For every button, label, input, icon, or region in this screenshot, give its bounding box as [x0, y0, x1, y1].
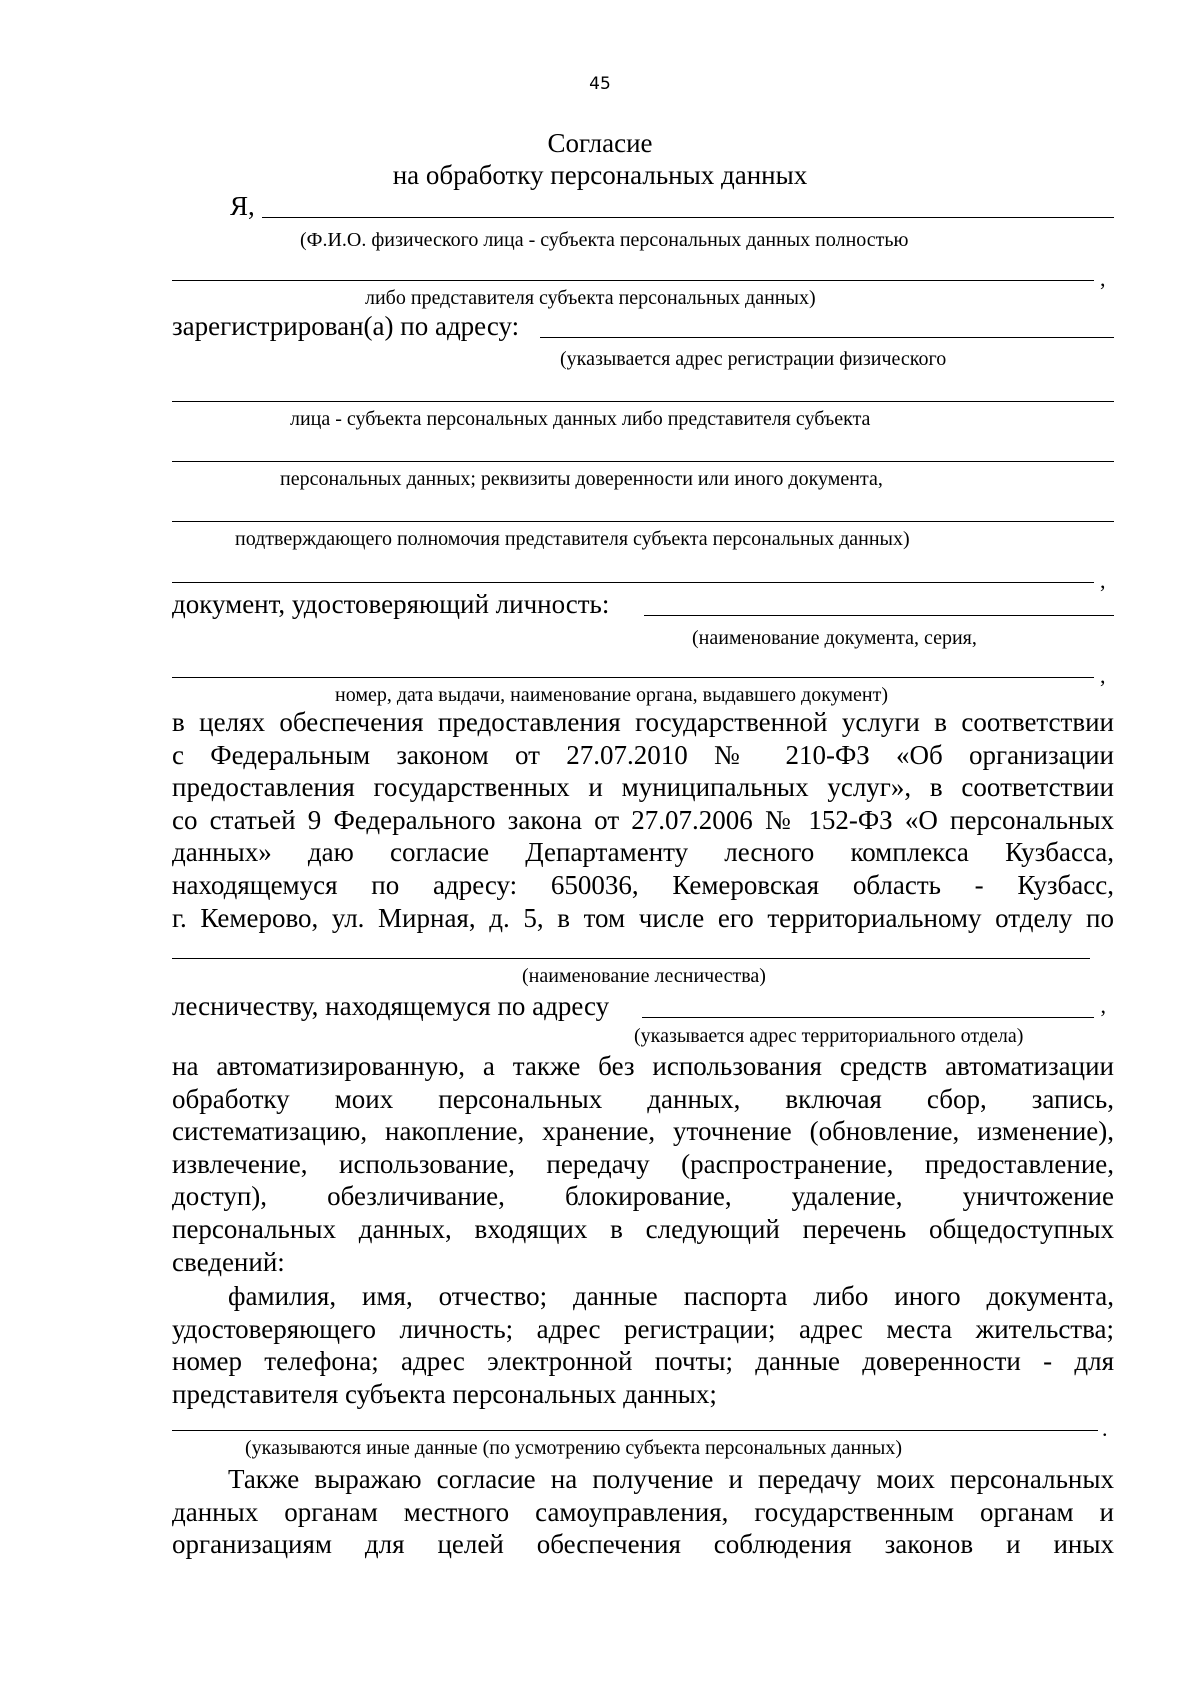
document-row [172, 588, 1114, 620]
text-line: удостоверяющего личность; адрес регистрации; адрес места жительства; [172, 1313, 1114, 1344]
caption-fio: (Ф.И.О. физического лица - субъекта персональных данных полностью [300, 229, 909, 251]
text-line: находящемуся по адресу: 650036, Кемеровская область - Кузбасс, [172, 869, 1114, 900]
text-line: г. Кемерово, ул. Мирная, д. 5, в том числе его территориальному отделу по [172, 902, 1114, 933]
registered-row [172, 310, 1114, 342]
caption-territorial: (указывается адрес территориального отдела) [634, 1025, 1024, 1047]
processing-paragraph [172, 1050, 1114, 1278]
text-line: доступ), обезличивание, блокирование, удаление, уничтожение [172, 1181, 1114, 1212]
forestry-label: лесничеству, находящемуся по адресу [172, 991, 610, 1021]
text-line: персональных данных, входящих в следующий перечень общедоступных [172, 1213, 1114, 1244]
registered-address-field[interactable] [540, 337, 1114, 338]
document-title: Согласие [547, 128, 653, 158]
text-line: с Федеральным законом от 27.07.2010 № 210-ФЗ «Об организации [172, 739, 1114, 770]
forestry-row [172, 990, 1114, 1022]
document-label: документ, удостоверяющий личность: [172, 589, 610, 619]
address-line-2[interactable] [172, 401, 1114, 402]
caption-forestry: (наименование лесничества) [522, 965, 766, 987]
other-data-field[interactable] [172, 1430, 1098, 1431]
text-line: предоставления государственных и муниципальных услуг», в соответствии [172, 772, 1114, 803]
address-line-5[interactable] [172, 582, 1094, 583]
caption-other: (указываются иные данные (по усмотрению субъекта персональных данных) [245, 1437, 902, 1459]
address-line-4[interactable] [172, 521, 1114, 522]
text-line: на автоматизированную, а также без использования средств автоматизации [172, 1051, 1114, 1081]
text-line: данных органам местного самоуправления, государственным органам и [172, 1496, 1114, 1527]
registered-label: зарегистрирован(а) по адресу: [172, 311, 520, 341]
comma: , [1100, 663, 1106, 688]
data-list-paragraph [172, 1280, 1114, 1410]
document-line-2[interactable] [172, 677, 1094, 678]
document-subtitle: на обработку персональных данных [392, 160, 808, 190]
text-line: в целях обеспечения предоставления государственной услуги в соответствии [172, 707, 1114, 737]
text-line: номер телефона; адрес электронной почты; данные доверенности - для [172, 1346, 1114, 1377]
fio-row [230, 190, 1114, 222]
comma: , [1100, 568, 1106, 593]
fio-field[interactable] [262, 217, 1114, 218]
caption-doc-1: (наименование документа, серия, [692, 627, 977, 649]
text-line: сведений: [172, 1246, 285, 1277]
text-line: извлечение, использование, передачу (распространение, предоставление, [172, 1148, 1114, 1179]
text-line: со статьей 9 Федерального закона от 27.07.2006 № 152-ФЗ «О персональных [172, 804, 1114, 835]
period: . [1102, 1416, 1108, 1441]
text-line: данных» даю согласие Департаменту лесного комплекса Кузбасса, [172, 837, 1114, 868]
purpose-paragraph [172, 706, 1114, 934]
caption-address-1: (указывается адрес регистрации физического [560, 348, 947, 370]
caption-doc-2: номер, дата выдачи, наименование органа, выдавшего документ) [335, 684, 889, 706]
transfer-paragraph [172, 1463, 1114, 1561]
document-field[interactable] [644, 615, 1114, 616]
caption-representative: либо представителя субъекта персональных данных) [365, 287, 816, 309]
page-number: 45 [589, 74, 611, 94]
territorial-address-field[interactable] [642, 1017, 1094, 1018]
address-line-3[interactable] [172, 461, 1114, 462]
comma: , [1100, 993, 1106, 1018]
text-line: систематизацию, накопление, хранение, уточнение (обновление, изменение), [172, 1116, 1114, 1147]
comma: , [1100, 266, 1106, 291]
fio-continuation-field[interactable] [172, 280, 1094, 281]
text-line: организациям для целей обеспечения соблюдения законов и иных [172, 1529, 1114, 1560]
text-line: фамилия, имя, отчество; данные паспорта либо иного документа, [228, 1281, 1114, 1311]
caption-address-3: персональных данных; реквизиты доверенности или иного документа, [280, 468, 883, 490]
forestry-name-field[interactable] [172, 958, 1090, 959]
text-line: представителя субъекта персональных данных; [172, 1378, 717, 1409]
text-line: обработку моих персональных данных, включая сбор, запись, [172, 1083, 1114, 1114]
text-line: Также выражаю согласие на получение и передачу моих персональных [228, 1464, 1114, 1494]
ya-label: Я, [230, 191, 255, 221]
caption-address-4: подтверждающего полномочия представителя субъекта персональных данных) [235, 528, 910, 550]
caption-address-2: лица - субъекта персональных данных либо представителя субъекта [290, 408, 871, 430]
